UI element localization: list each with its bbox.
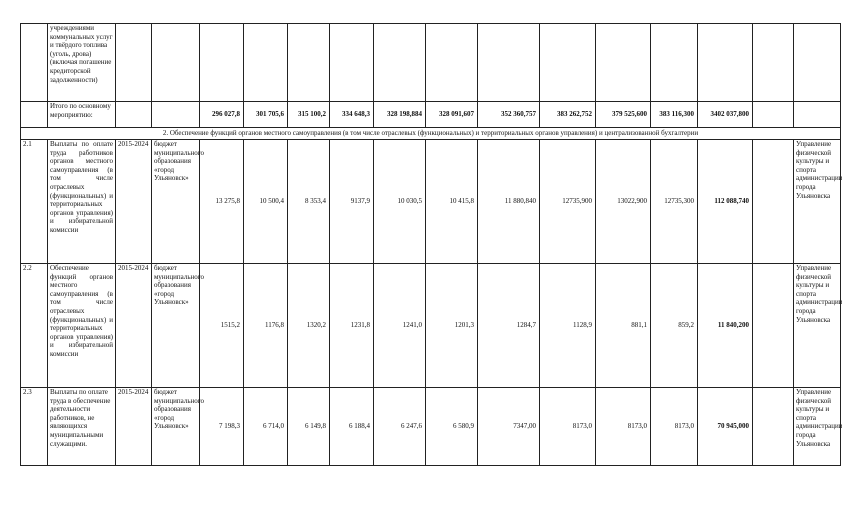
section-title: 2. Обеспечение функций органов местного самоуправления (в том числе отраслевых (функциональных) и территориальных органов управления) и централизованной бухгалтерии — [21, 128, 841, 140]
subtotal-label: Итого по основному мероприятию: — [48, 102, 116, 128]
row-source: бюджет муниципального образования «город Ульяновск» — [152, 140, 200, 264]
subtotal-value: 383 262,752 — [540, 102, 596, 128]
row-executor: Управление физической культуры и спорта администрации города Ульяновска — [794, 140, 841, 264]
row-value: 6 149,8 — [288, 388, 330, 466]
row-name: Выплаты по оплате труда в обеспечение деятельности работников, не являющихся муниципальными служащими. — [48, 388, 116, 466]
row-value: 13022,900 — [596, 140, 651, 264]
row-value: 1320,2 — [288, 264, 330, 388]
row-value: 1231,8 — [330, 264, 374, 388]
subtotal-value: 334 648,3 — [330, 102, 374, 128]
row-value: 8173,0 — [540, 388, 596, 466]
subtotal-value: 352 360,757 — [478, 102, 540, 128]
row-total: 11 840,200 — [698, 264, 753, 388]
subtotal-value: 301 705,6 — [244, 102, 288, 128]
row-value: 1241,0 — [374, 264, 426, 388]
row-value: 1176,8 — [244, 264, 288, 388]
row-number: 2.1 — [21, 140, 48, 264]
table-row — [21, 388, 841, 466]
row-value: 1515,2 — [200, 264, 244, 388]
program-table — [20, 23, 841, 466]
row-value: 881,1 — [596, 264, 651, 388]
subtotal-value: 328 091,607 — [426, 102, 478, 128]
subtotal-value: 315 100,2 — [288, 102, 330, 128]
row-period: 2015-2024 — [116, 140, 152, 264]
row-period: 2015-2024 — [116, 388, 152, 466]
row-value: 7347,00 — [478, 388, 540, 466]
subtotal-value: 328 198,884 — [374, 102, 426, 128]
row-value: 10 415,8 — [426, 140, 478, 264]
row-period: 2015-2024 — [116, 264, 152, 388]
row-value: 6 247,6 — [374, 388, 426, 466]
row-value: 7 198,3 — [200, 388, 244, 466]
table-row-subtotal — [21, 102, 841, 128]
table-row — [21, 140, 841, 264]
row-value: 10 030,5 — [374, 140, 426, 264]
row-value: 10 500,4 — [244, 140, 288, 264]
row-value: 1284,7 — [478, 264, 540, 388]
row-executor: Управление физической культуры и спорта администрации города Ульяновска — [794, 388, 841, 466]
row-value: 1201,3 — [426, 264, 478, 388]
row-name: Выплаты по оплате труда работников органов местного самоуправления (в том числе отраслевых (функциональных) и территориальных органов управления) и избирательной комиссии — [48, 140, 116, 264]
table-row-continuation — [21, 24, 841, 102]
row-value: 13 275,8 — [200, 140, 244, 264]
row-source: бюджет муниципального образования «город Ульяновск» — [152, 264, 200, 388]
subtotal-value: 383 116,300 — [651, 102, 698, 128]
row-value: 6 580,9 — [426, 388, 478, 466]
row-number: 2.3 — [21, 388, 48, 466]
row-executor: Управление физической культуры и спорта администрации города Ульяновска — [794, 264, 841, 388]
row-value: 8173,0 — [596, 388, 651, 466]
row-value: 11 880,840 — [478, 140, 540, 264]
subtotal-value: 296 027,8 — [200, 102, 244, 128]
table-row — [21, 264, 841, 388]
row-value: 8173,0 — [651, 388, 698, 466]
row-value: 12735,900 — [540, 140, 596, 264]
row-value: 6 188,4 — [330, 388, 374, 466]
row-value: 859,2 — [651, 264, 698, 388]
row-number-cell — [21, 24, 48, 102]
row-number: 2.2 — [21, 264, 48, 388]
row-value: 1128,9 — [540, 264, 596, 388]
section-header-row — [21, 128, 841, 140]
row-value: 6 714,0 — [244, 388, 288, 466]
row-value: 8 353,4 — [288, 140, 330, 264]
row-value: 9137,9 — [330, 140, 374, 264]
row-total: 70 945,000 — [698, 388, 753, 466]
row-name: Обеспечение функций органов местного самоуправления (в том числе отраслевых (функциональных) и территориальных органов управления) и избирательной комиссии — [48, 264, 116, 388]
row-source: бюджет муниципального образования «город Ульяновск» — [152, 388, 200, 466]
subtotal-total: 3402 037,800 — [698, 102, 753, 128]
row-total: 112 088,740 — [698, 140, 753, 264]
row-name-cell: учреждениями коммунальных услуг и твёрдого топлива (уголь, дрова) (включая погашение кредиторской задолженности) — [48, 24, 116, 102]
row-value: 12735,300 — [651, 140, 698, 264]
subtotal-value: 379 525,600 — [596, 102, 651, 128]
